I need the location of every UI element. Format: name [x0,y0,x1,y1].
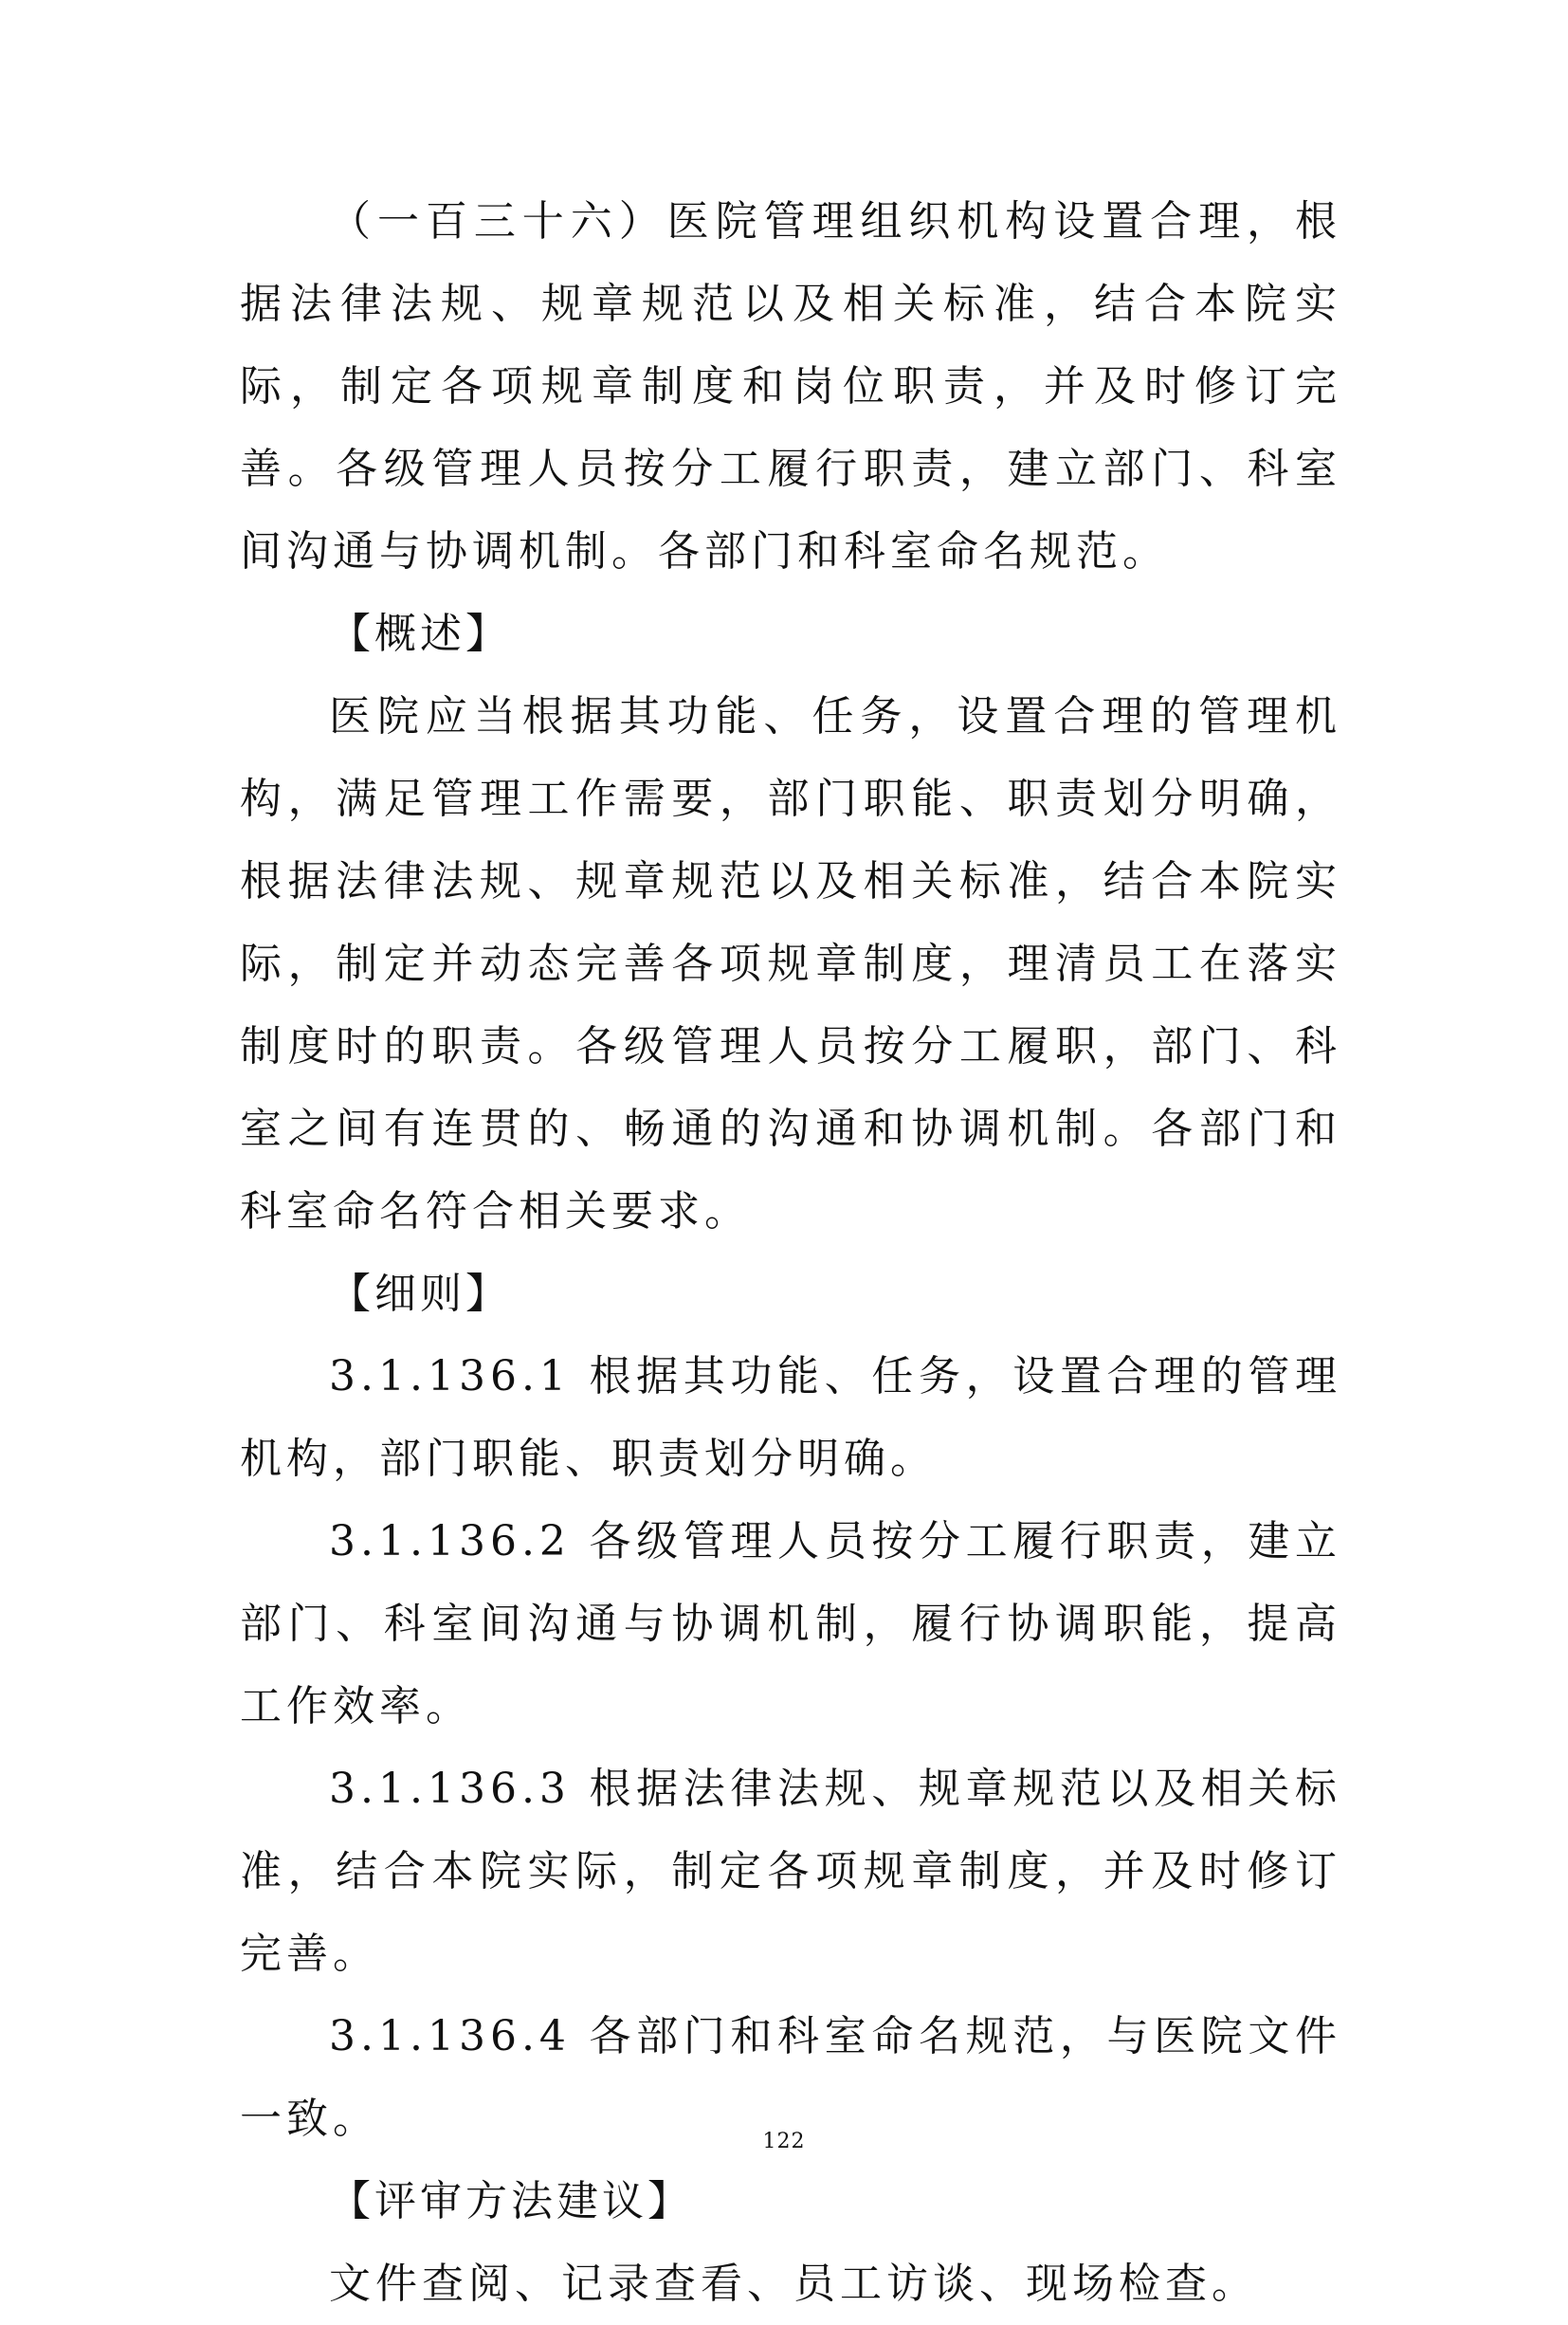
overview-heading: 【概述】 [329,610,511,658]
methods-heading: 【评审方法建议】 [329,2177,693,2225]
article-text: （一百三十六）医院管理组织机构设置合理，根据法律法规、规章规范以及相关标准，结合本院实际，制定各项规章制度和岗位职责，并及时修订完善。各级管理人员按分工履行职责，建立部门、科室间沟通与协调机制。各部门和科室命名规范。 [240,197,1341,576]
rules-heading: 【细则】 [329,1270,511,1318]
rule-item: 3.1.136.3 根据法律法规、规章规范以及相关标准，结合本院实际，制定各项规章制度，并及时修订完善。 [240,1765,1341,1978]
rule-item: 3.1.136.4 各部门和科室命名规范，与医院文件一致。 [240,2012,1341,2143]
page-content [240,180,1341,2325]
overview-text: 医院应当根据其功能、任务，设置合理的管理机构，满足管理工作需要，部门职能、职责划分明确，根据法律法规、规章规范以及相关标准，结合本院实际，制定并动态完善各项规章制度，理清员工在落实制度时的职责。各级管理人员按分工履职，部门、科室之间有连贯的、畅通的沟通和协调机制。各部门和科室命名符合相关要求。 [240,692,1341,1236]
page-number: 122 [762,2130,806,2153]
rule-item: 3.1.136.1 根据其功能、任务，设置合理的管理机构，部门职能、职责划分明确。 [240,1352,1341,1483]
methods-text: 文件查阅、记录查看、员工访谈、现场检查。 [329,2260,1258,2308]
rule-item: 3.1.136.2 各级管理人员按分工履行职责，建立部门、科室间沟通与协调机制，履行协调职能，提高工作效率。 [240,1517,1341,1730]
